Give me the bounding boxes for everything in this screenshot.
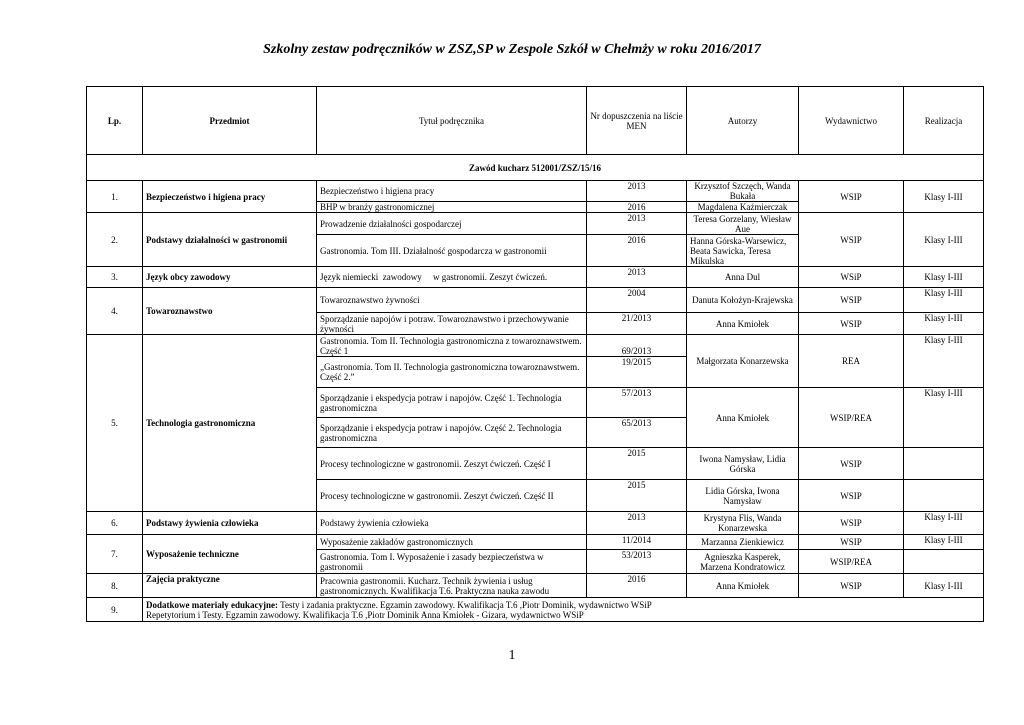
table-row [87,535,984,550]
additional-label: Dodatkowe materiały edukacyjne: [146,599,278,610]
book-authors: Krzysztof Szczęch, Wanda Bukała [687,181,799,202]
book-title: Wyposażenie zakładów gastronomicznych [317,535,587,550]
book-nr: 19/2015 [587,357,687,388]
empty-cell [904,550,984,574]
textbook-table [86,86,984,622]
book-classes: Klasy I-III [904,288,984,313]
book-nr: 2013 [587,267,687,288]
empty-cell [904,448,984,480]
book-title: Sporządzanie napojów i potraw. Towaroznawstwo i przechowywanie żywności [317,313,587,335]
book-nr: 57/2013 [587,388,687,418]
header-row [87,87,984,155]
book-authors: Iwona Namysław, Lidia Górska [687,448,799,480]
row-subject: Wyposażenie techniczne [143,535,317,574]
table-row [87,512,984,535]
book-title: Sporządzanie i ekspedycja potraw i napojów. Część 2. Technologia gastronomiczna [317,418,587,448]
book-nr: 69/2013 [587,335,687,357]
book-title: Bezpieczeństwo i higiena pracy [317,181,587,202]
book-classes: Klasy I-III [904,313,984,335]
book-authors: Anna Dul [687,267,799,288]
row-lp: 5. [87,335,143,512]
book-publisher: WSIP [799,181,904,213]
book-publisher: WSIP [799,574,904,598]
book-classes: Klasy I-III [904,335,984,388]
book-classes: Klasy I-III [904,213,984,267]
table-row [87,288,984,313]
row-subject: Towaroznawstwo [143,288,317,335]
header-realizacja: Realizacja [904,87,984,155]
row-subject: Podstawy działalności w gastronomii [143,213,317,267]
book-authors: Agnieszka Kasperek, Marzena Kondratowicz [687,550,799,574]
book-nr: 2015 [587,448,687,480]
book-authors: Anna Kmiołek [687,313,799,335]
book-title: Gastronomia. Tom II. Technologia gastronomiczna z towaroznawstwem. Część 1 [317,335,587,357]
book-title: Gastronomia. Tom I. Wyposażenie i zasady bezpieczeństwa w gastronomii [317,550,587,574]
book-classes: Klasy I-III [904,388,984,448]
table-row [87,335,984,357]
book-publisher: WSIP [799,480,904,512]
row-subject: Podstawy żywienia człowieka [143,512,317,535]
book-classes: Klasy I-III [904,181,984,213]
book-publisher: WSIP [799,213,904,267]
header-lp: Lp. [87,87,143,155]
book-publisher: WSIP [799,448,904,480]
book-authors: Anna Kmiołek [687,574,799,598]
table-row [87,213,984,235]
zawod-row [87,155,984,181]
book-nr: 2016 [587,574,687,598]
book-nr: 2013 [587,181,687,202]
table-row [87,267,984,288]
book-publisher: WSIP [799,512,904,535]
book-publisher: WSIP [799,313,904,335]
row-subject: Zajęcia praktyczne [143,574,317,598]
book-nr: 53/2013 [587,550,687,574]
zawod-heading: Zawód kucharz 512001/ZSZ/15/16 [87,155,984,181]
book-authors: Lidia Górska, Iwona Namysław [687,480,799,512]
additional-materials [143,598,984,622]
table-row [87,574,984,598]
row-subject: Technologia gastronomiczna [143,335,317,512]
book-nr: 65/2013 [587,418,687,448]
book-nr: 2015 [587,480,687,512]
book-title: Prowadzenie działalności gospodarczej [317,213,587,235]
book-publisher: WSIP [799,535,904,550]
book-publisher: WSIP/REA [799,388,904,448]
book-authors: Marzanna Zienkiewicz [687,535,799,550]
book-title: BHP w branży gastronomicznej [317,202,587,213]
book-title: Towaroznawstwo żywności [317,288,587,313]
page-number: 1 [508,648,516,663]
book-classes: Klasy I-III [904,574,984,598]
book-classes: Klasy I-III [904,512,984,535]
table-row [87,598,984,622]
book-nr: 2016 [587,202,687,213]
row-lp: 7. [87,535,143,574]
row-lp: 4. [87,288,143,335]
header-przedmiot: Przedmiot [143,87,317,155]
row-subject: Bezpieczeństwo i higiena pracy [143,181,317,213]
book-title: Procesy technologiczne w gastronomii. Zeszyt ćwiczeń. Część II [317,480,587,512]
book-authors: Hanna Górska-Warsewicz, Beata Sawicka, Teresa Mikulska [687,235,799,267]
book-title: Gastronomia. Tom III. Działalność gospodarcza w gastronomii [317,235,587,267]
additional-line-1: Testy i zadania praktyczne. Egzamin zawodowy. Kwalifikacja T.6 ,Piotr Dominik, wydawnictwo WSiP [278,599,652,610]
book-classes: Klasy I-III [904,267,984,288]
book-publisher: WSIP/REA [799,550,904,574]
row-lp: 8. [87,574,143,598]
additional-line-2: Repetytorium i Testy. Egzamin zawodowy. Kwalifikacja T.6 ,Piotr Dominik Anna Kmiołek - Gizara, wydawnictwo WSiP [146,609,584,620]
document-title: Szkolny zestaw podręczników w ZSZ,SP w Zespole Szkół w Chełmży w roku 2016/2017 [263,42,761,57]
book-publisher: WSiP [799,267,904,288]
book-nr: 2016 [587,235,687,267]
book-authors: Anna Kmiołek [687,388,799,448]
table-row [87,181,984,202]
row-lp: 1. [87,181,143,213]
book-title: Język niemiecki zawodowy w gastronomii. Zeszyt ćwiczeń. [317,267,587,288]
book-title: Sporządzanie i ekspedycja potraw i napojów. Część 1. Technologia gastronomiczna [317,388,587,418]
book-nr: 2013 [587,512,687,535]
book-classes: Klasy I-III [904,535,984,550]
book-title: Pracownia gastronomii. Kucharz. Technik żywienia i usług gastronomicznych. Kwalifikacja T.6. Praktyczna nauka zawodu [317,574,587,598]
book-title: Podstawy żywienia człowieka [317,512,587,535]
book-nr: 2004 [587,288,687,313]
header-nr: Nr dopuszczenia na liście MEN [587,87,687,155]
book-nr: 11/2014 [587,535,687,550]
row-subject: Język obcy zawodowy [143,267,317,288]
book-authors: Małgorzata Konarzewska [687,335,799,388]
book-nr: 2013 [587,213,687,235]
row-lp: 6. [87,512,143,535]
header-tytul: Tytuł podręcznika [317,87,587,155]
header-wydawnictwo: Wydawnictwo [799,87,904,155]
book-title: „Gastronomia. Tom II. Technologia gastronomiczna towaroznawstwem. Część 2.” [317,357,587,388]
book-authors: Danuta Kołożyn-Krajewska [687,288,799,313]
book-authors: Magdalena Kaźmierczak [687,202,799,213]
book-title: Procesy technologiczne w gastronomii. Zeszyt ćwiczeń. Część I [317,448,587,480]
book-authors: Krystyna Flis, Wanda Konarzewska [687,512,799,535]
book-publisher: WSIP [799,288,904,313]
empty-cell [904,480,984,512]
row-lp: 2. [87,213,143,267]
row-lp: 9. [87,598,143,622]
book-publisher: REA [799,335,904,388]
book-authors: Teresa Gorzelany, Wiesław Aue [687,213,799,235]
header-autorzy: Autorzy [687,87,799,155]
book-nr: 21/2013 [587,313,687,335]
row-lp: 3. [87,267,143,288]
